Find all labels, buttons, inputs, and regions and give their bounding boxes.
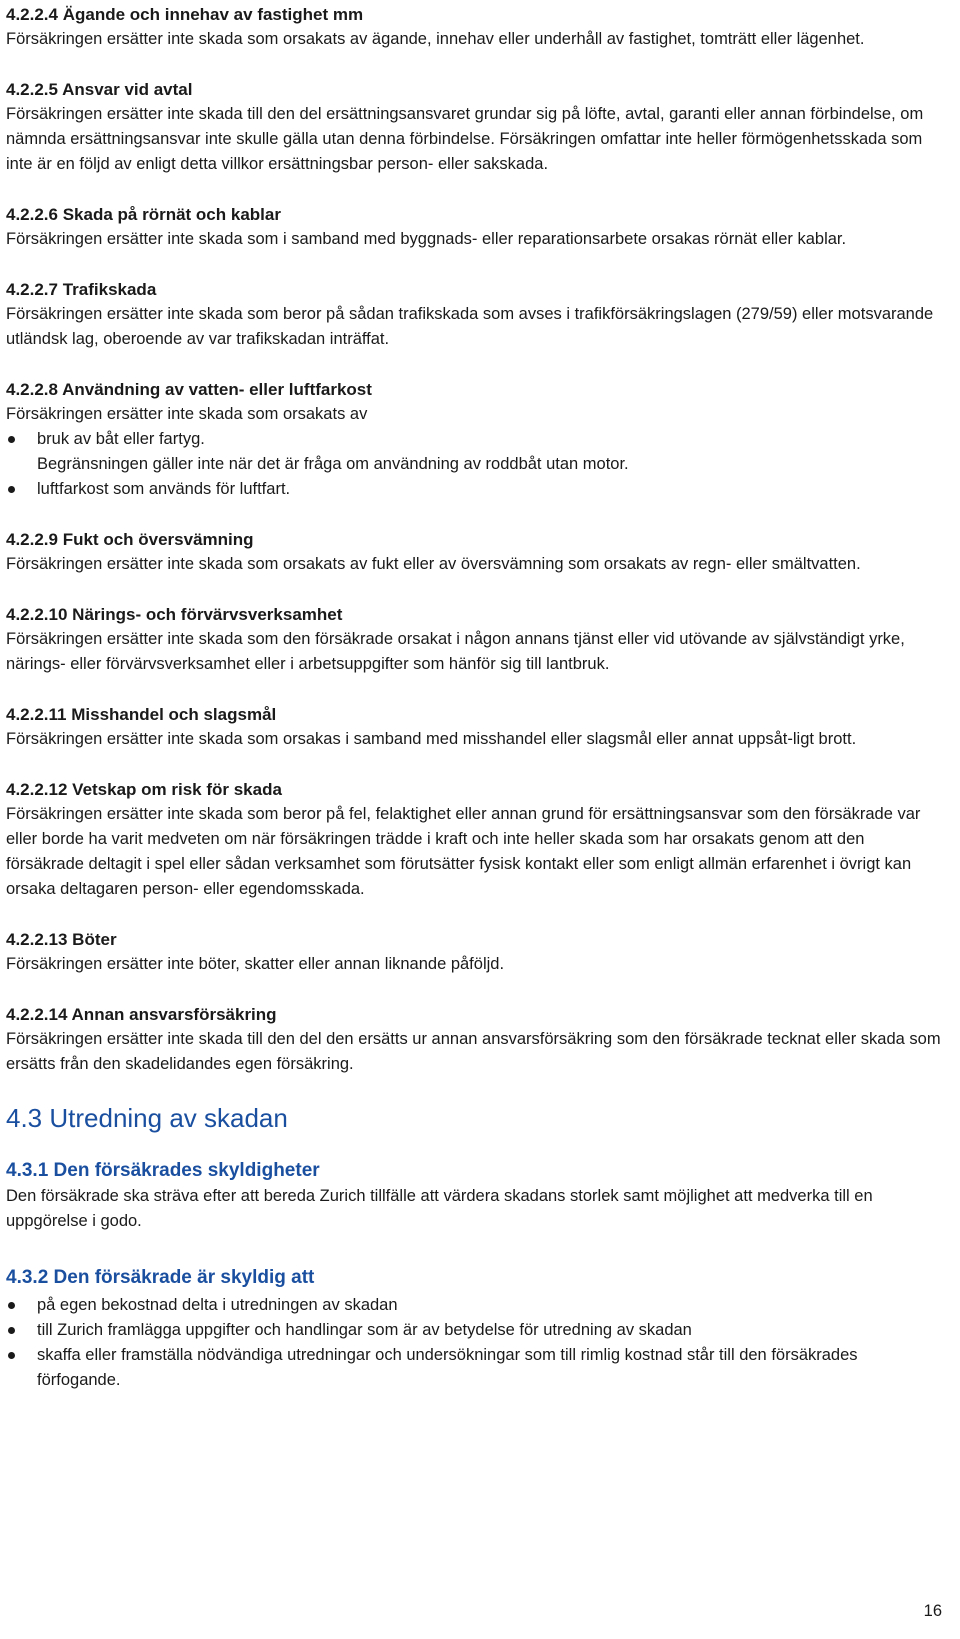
section-text: Försäkringen ersätter inte skada som beror på sådan trafikskada som avses i trafikförsäkringslagen (279/59) eller motsvarande utländsk lag, oberoende av var trafikskadan inträffat. bbox=[6, 305, 934, 348]
section-text: Försäkringen ersätter inte skada som i samband med byggnads- eller reparationsarbete orsakas rörnät eller kablar. bbox=[6, 230, 847, 248]
section-text: Försäkringen ersätter inte skada som beror på fel, felaktighet eller annan grund för ersättningsansvar som den försäkrade var eller borde ha varit medveten om när försäkringen trädde i kraft och inte heller skada som har orsakats genom att den försäkrade deltagit i spel eller sådan verksamhet som förutsätter fysisk kontakt eller som enligt allmän erfarenhet i övrigt kan orsaka deltagaren person- eller egendomsskada. bbox=[6, 805, 921, 898]
section-heading: 4.2.2.6 Skada på rörnät och kablar bbox=[6, 205, 281, 224]
section-42213 bbox=[6, 927, 942, 977]
section-42214 bbox=[6, 1002, 942, 1077]
bullet-icon bbox=[8, 436, 15, 443]
section-432 bbox=[6, 1264, 942, 1393]
section-4229 bbox=[6, 527, 942, 577]
section-4224 bbox=[6, 0, 942, 52]
section-heading: 4.2.2.8 Användning av vatten- eller luftfarkost bbox=[6, 380, 372, 399]
section-heading: 4.2.2.9 Fukt och översvämning bbox=[6, 530, 254, 549]
section-text: Försäkringen ersätter inte skada som orsakats av bbox=[6, 405, 368, 423]
section-42210 bbox=[6, 602, 942, 677]
section-text: Försäkringen ersätter inte böter, skatter eller annan liknande påföljd. bbox=[6, 955, 505, 973]
section-4225 bbox=[6, 77, 942, 177]
bullet-icon bbox=[8, 1302, 15, 1309]
list-item: bruk av båt eller fartyg. bbox=[6, 427, 942, 452]
section-text: Försäkringen ersätter inte skada till den del den ersätts ur annan ansvarsförsäkring som den försäkrade tecknat eller skada som ersätts från den skadelidandes egen försäkring. bbox=[6, 1030, 941, 1073]
bullet-icon bbox=[8, 1352, 15, 1359]
section-42211 bbox=[6, 702, 942, 752]
section-heading: 4.2.2.13 Böter bbox=[6, 930, 117, 949]
section-heading: 4.2.2.4 Ägande och innehav av fastighet mm bbox=[6, 5, 364, 24]
list-item: på egen bekostnad delta i utredningen av skadan bbox=[6, 1293, 942, 1318]
bullet-list bbox=[6, 1293, 942, 1393]
bullet-icon bbox=[8, 486, 15, 493]
list-item: till Zurich framlägga uppgifter och handlingar som är av betydelse för utredning av skadan bbox=[6, 1318, 942, 1343]
subsection-heading: 4.3.1 Den försäkrades skyldigheter bbox=[6, 1160, 320, 1181]
list-item: skaffa eller framställa nödvändiga utredningar och undersökningar som till rimlig kostnad står till den försäkrades förfogande. bbox=[6, 1343, 942, 1393]
section-4226 bbox=[6, 202, 942, 252]
section-text: Försäkringen ersätter inte skada som orsakas i samband med misshandel eller slagsmål eller annat uppsåt-ligt brott. bbox=[6, 730, 857, 748]
chapter-heading: 4.3 Utredning av skadan bbox=[6, 1103, 288, 1133]
list-item: luftfarkost som används för luftfart. bbox=[6, 477, 942, 502]
bullet-list bbox=[6, 427, 942, 452]
section-431 bbox=[6, 1157, 942, 1234]
section-text: Den försäkrade ska sträva efter att bereda Zurich tillfälle att värdera skadans storlek samt möjlighet att medverka till en uppgörelse i godo. bbox=[6, 1187, 873, 1230]
section-heading: 4.2.2.14 Annan ansvarsförsäkring bbox=[6, 1005, 277, 1024]
document-page bbox=[6, 0, 942, 1393]
section-text: Försäkringen ersätter inte skada som orsakats av fukt eller av översvämning som orsakats av regn- eller smältvatten. bbox=[6, 555, 861, 573]
section-42212 bbox=[6, 777, 942, 902]
bullet-icon bbox=[8, 1327, 15, 1334]
section-heading: 4.2.2.7 Trafikskada bbox=[6, 280, 157, 299]
section-heading: 4.2.2.12 Vetskap om risk för skada bbox=[6, 780, 282, 799]
section-heading: 4.2.2.11 Misshandel och slagsmål bbox=[6, 705, 277, 724]
section-4228 bbox=[6, 377, 942, 502]
list-note: Begränsningen gäller inte när det är fråga om användning av roddbåt utan motor. bbox=[37, 455, 629, 473]
section-heading: 4.2.2.5 Ansvar vid avtal bbox=[6, 80, 193, 99]
bullet-list bbox=[6, 477, 942, 502]
section-4227 bbox=[6, 277, 942, 352]
section-text: Försäkringen ersätter inte skada som den försäkrade orsakat i någon annans tjänst eller vid utövande av självständigt yrke, närings- eller förvärvsverksamhet eller i arbetsuppgifter som hänför sig till lantbruk. bbox=[6, 630, 905, 673]
subsection-heading: 4.3.2 Den försäkrade är skyldig att bbox=[6, 1267, 315, 1288]
section-text: Försäkringen ersätter inte skada som orsakats av ägande, innehav eller underhåll av fastighet, tomträtt eller lägenhet. bbox=[6, 30, 865, 48]
section-heading: 4.2.2.10 Närings- och förvärvsverksamhet bbox=[6, 605, 343, 624]
section-text: Försäkringen ersätter inte skada till den del ersättningsansvaret grundar sig på löfte, avtal, garanti eller annan förbindelse, om nämnda ersättningsansvar inte skulle gälla utan denna förbindelse. Försäkringen omfattar inte heller förmögenhetsskada som inte är en följd av enligt detta villkor ersättningsbar person- eller sakskada. bbox=[6, 105, 924, 173]
page-number: 16 bbox=[923, 1602, 942, 1620]
